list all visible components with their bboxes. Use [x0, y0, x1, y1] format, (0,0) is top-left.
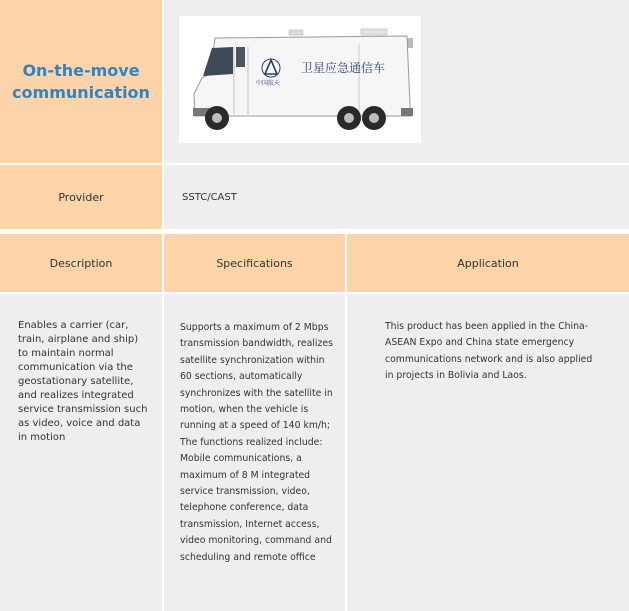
vehicle-image [179, 16, 421, 143]
provider-label-cell [0, 165, 162, 229]
vehicle-logo-text: 中国航天 [256, 80, 281, 87]
vehicle-side-text: 卫星应急通信车 [301, 61, 386, 75]
specifications-header-cell [164, 234, 345, 292]
description-cell [0, 294, 162, 611]
description-text: Enables a carrier (car, train, airplane and ship) to maintain normal communication via the geostationary satellite, and realizes integrated service transmission such as video, voice and data in motion [18, 320, 148, 443]
provider-value-cell [164, 165, 629, 229]
specifications-cell [164, 294, 345, 611]
provider-label: Provider [58, 190, 104, 204]
application-cell [347, 294, 629, 611]
page-title: On-the-move communication [12, 60, 150, 102]
title-cell [0, 0, 162, 163]
description-header: Description [49, 256, 113, 270]
application-header-cell [347, 234, 629, 292]
satellite-van-illustration [179, 16, 421, 143]
application-header: Application [457, 256, 519, 270]
specifications-header: Specifications [216, 256, 293, 270]
specifications-text: Supports a maximum of 2 Mbps transmission bandwidth, realizes satellite synchronization within 60 sections, automatically synchronizes with the satellite in motion, when the vehicle is running at a speed of 140 km/h; The functions realized include: Mobile communications, a maximum of 8 M integrated service transmission, video, telephone conference, data transmission, Internet access, video monitoring, command and scheduling and remote office [180, 322, 333, 563]
provider-value: SSTC/CAST [182, 191, 237, 203]
application-text: This product has been applied in the China- ASEAN Expo and China state emergency communications network and is also applied in projects in Bolivia and Laos. [385, 321, 593, 382]
description-header-cell [0, 234, 162, 292]
